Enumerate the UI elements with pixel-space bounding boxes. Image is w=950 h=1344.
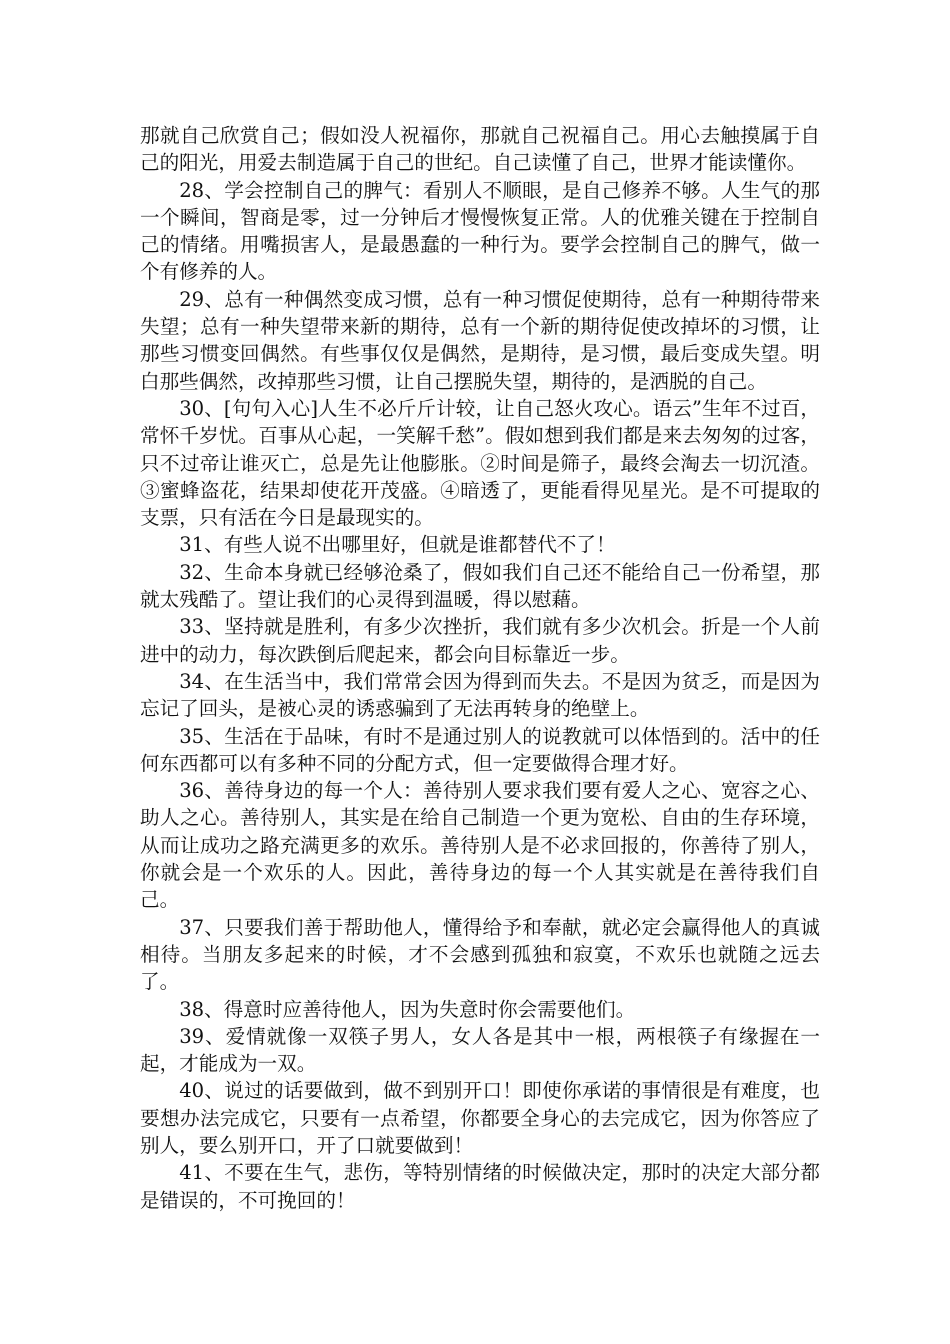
paragraph-29: 29、总有一种偶然变成习惯，总有一种习惯促使期待，总有一种期待带来失望；总有一种失望带来新的期待，总有一个新的期待促使改掉坏的习惯，让那些习惯变回偶然。有些事仅仅是偶然，是期待，是习惯，最后变成失望。明白那些偶然，改掉那些习惯，让自己摆脱失望，期待的，是洒脱的自己。 [140,287,820,393]
paragraph-32: 32、生命本身就已经够沧桑了，假如我们自己还不能给自己一份希望，那就太残酷了。望让我们的心灵得到温暖，得以慰藉。 [140,560,820,612]
paragraph-31: 31、有些人说不出哪里好，但就是谁都替代不了！ [179,533,616,557]
paragraph-continuation: 那就自己欣赏自己；假如没人祝福你，那就自己祝福自己。用心去触摸属于自己的阳光，用爱去制造属于自己的世纪。自己读懂了自己，世界才能读懂你。 [140,124,820,175]
paragraph-36: 36、善待身边的每一个人：善待别人要求我们要有爱人之心、宽容之心、助人之心。善待别人，其实是在给自己制造一个更为宽松、自由的生存环境，从而让成功之路充满更多的欢乐。善待别人是不必求回报的，你善待了别人，你就会是一个欢乐的人。因此，善待身边的每一个人其实就是在善待我们自己。 [140,779,820,912]
paragraph-38: 38、得意时应善待他人，因为失意时你会需要他们。 [179,997,636,1021]
paragraph-40: 40、说过的话要做到，做不到别开口！即使你承诺的事情很是有难度，也要想办法完成它，只要有一点希望，你都要全身心的去完成它，因为你答应了别人，要么别开口，开了口就要做到！ [140,1079,820,1157]
paragraph-33: 33、坚持就是胜利，有多少次挫折，我们就有多少次机会。折是一个人前进中的动力，每次跌倒后爬起来，都会向目标靠近一步。 [140,615,820,666]
paragraph-34: 34、在生活当中，我们常常会因为得到而失去。不是因为贫乏，而是因为忘记了回头，是被心灵的诱惑骗到了无法再转身的绝壁上。 [140,669,820,721]
document-page [140,122,820,1214]
paragraph-37: 37、只要我们善于帮助他人，懂得给予和奉献，就必定会赢得他人的真诚相待。当朋友多起来的时候，才不会感到孤独和寂寞，不欢乐也就随之远去了。 [140,915,820,994]
paragraph-39: 39、爱情就像一双筷子男人，女人各是其中一根，两根筷子有缘握在一起，才能成为一双。 [140,1024,820,1076]
paragraph-35: 35、生活在于品味，有时不是通过别人的说教就可以体悟到的。活中的任何东西都可以有多种不同的分配方式，但一定要做得合理才好。 [140,724,820,775]
paragraph-28: 28、学会控制自己的脾气：看别人不顺眼，是自己修养不够。人生气的那一个瞬间，智商是零，过一分钟后才慢慢恢复正常。人的优雅关键在于控制自己的情绪。用嘴损害人，是最愚蠢的一种行为。要学会控制自己的脾气，做一个有修养的人。 [140,178,820,284]
paragraph-30: 30、[句句入心]人生不必斤斤计较，让自己怒火攻心。语云”生年不过百，常怀千岁忧。百事从心起，一笑解千愁”。假如想到我们都是来去匆匆的过客，只不过帝让谁灭亡，总是先让他膨胀。②时间是筛子，最终会淘去一切沉渣。③蜜蜂盗花，结果却使花开茂盛。④暗透了，更能看得见星光。是不可提取的支票，只有活在今日是最现实的。 [140,396,820,530]
paragraph-41: 41、不要在生气，悲伤，等特别情绪的时候做决定，那时的决定大部分都是错误的，不可挽回的！ [140,1161,820,1212]
